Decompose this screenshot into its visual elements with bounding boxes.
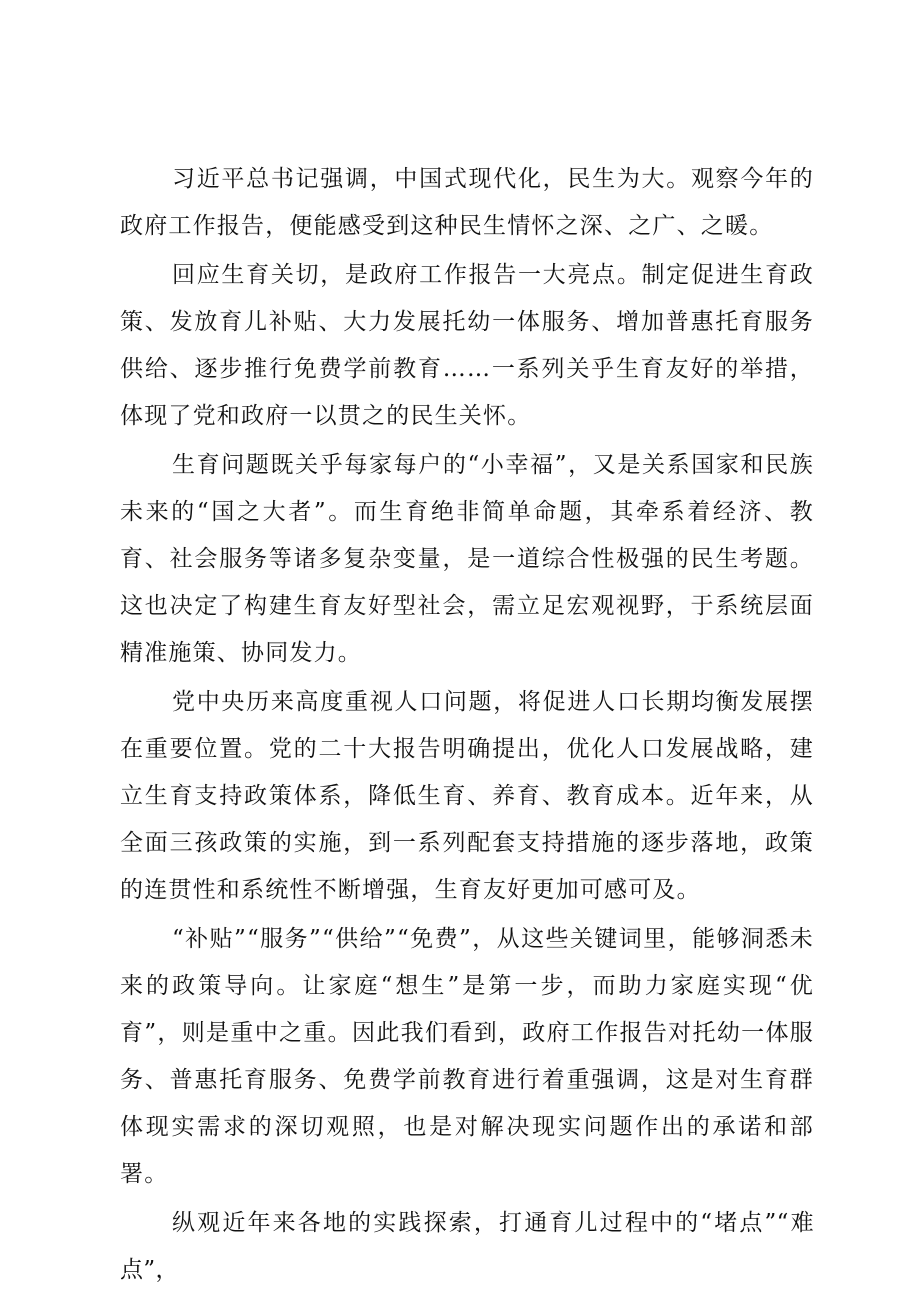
paragraph-1: 习近平总书记强调，中国式现代化，民生为大。观察今年的政府工作报告，便能感受到这种民生情怀之深、之广、之暖。 — [120, 166, 814, 239]
paragraph-6: 纵观近年来各地的实践探索，打通育儿过程中的“堵点”“难点”， — [120, 1210, 814, 1283]
paragraph-3: 生育问题既关乎每家每户的“小幸福”，又是关系国家和民族未来的“国之大者”。而生育绝非简单命题，其牵系着经济、教育、社会服务等诸多复杂变量，是一道综合性极强的民生考题。这也决定了构建生育友好型社会，需立足宏观视野，于系统层面精准施策、协同发力。 — [120, 452, 814, 666]
paragraph-2: 回应生育关切，是政府工作报告一大亮点。制定促进生育政策、发放育儿补贴、大力发展托幼一体服务、增加普惠托育服务供给、逐步推行免费学前教育……一系列关乎生育友好的举措，体现了党和政府一以贯之的民生关怀。 — [120, 262, 814, 429]
paragraph-4: 党中央历来高度重视人口问题，将促进人口长期均衡发展摆在重要位置。党的二十大报告明确提出，优化人口发展战略，建立生育支持政策体系，降低生育、养育、教育成本。近年来，从全面三孩政策的实施，到一系列配套支持措施的逐步落地，政策的连贯性和系统性不断增强，生育友好更加可感可及。 — [120, 689, 814, 903]
paragraph-5: “补贴”“服务”“供给”“免费”，从这些关键词里，能够洞悉未来的政策导向。让家庭“想生”是第一步，而助力家庭实现“优育”，则是重中之重。因此我们看到，政府工作报告对托幼一体服务、普惠托育服务、免费学前教育进行着重强调，这是对生育群体现实需求的深切观照，也是对解决现实问题作出的承诺和部署。 — [120, 926, 814, 1187]
article-body — [120, 156, 814, 1296]
